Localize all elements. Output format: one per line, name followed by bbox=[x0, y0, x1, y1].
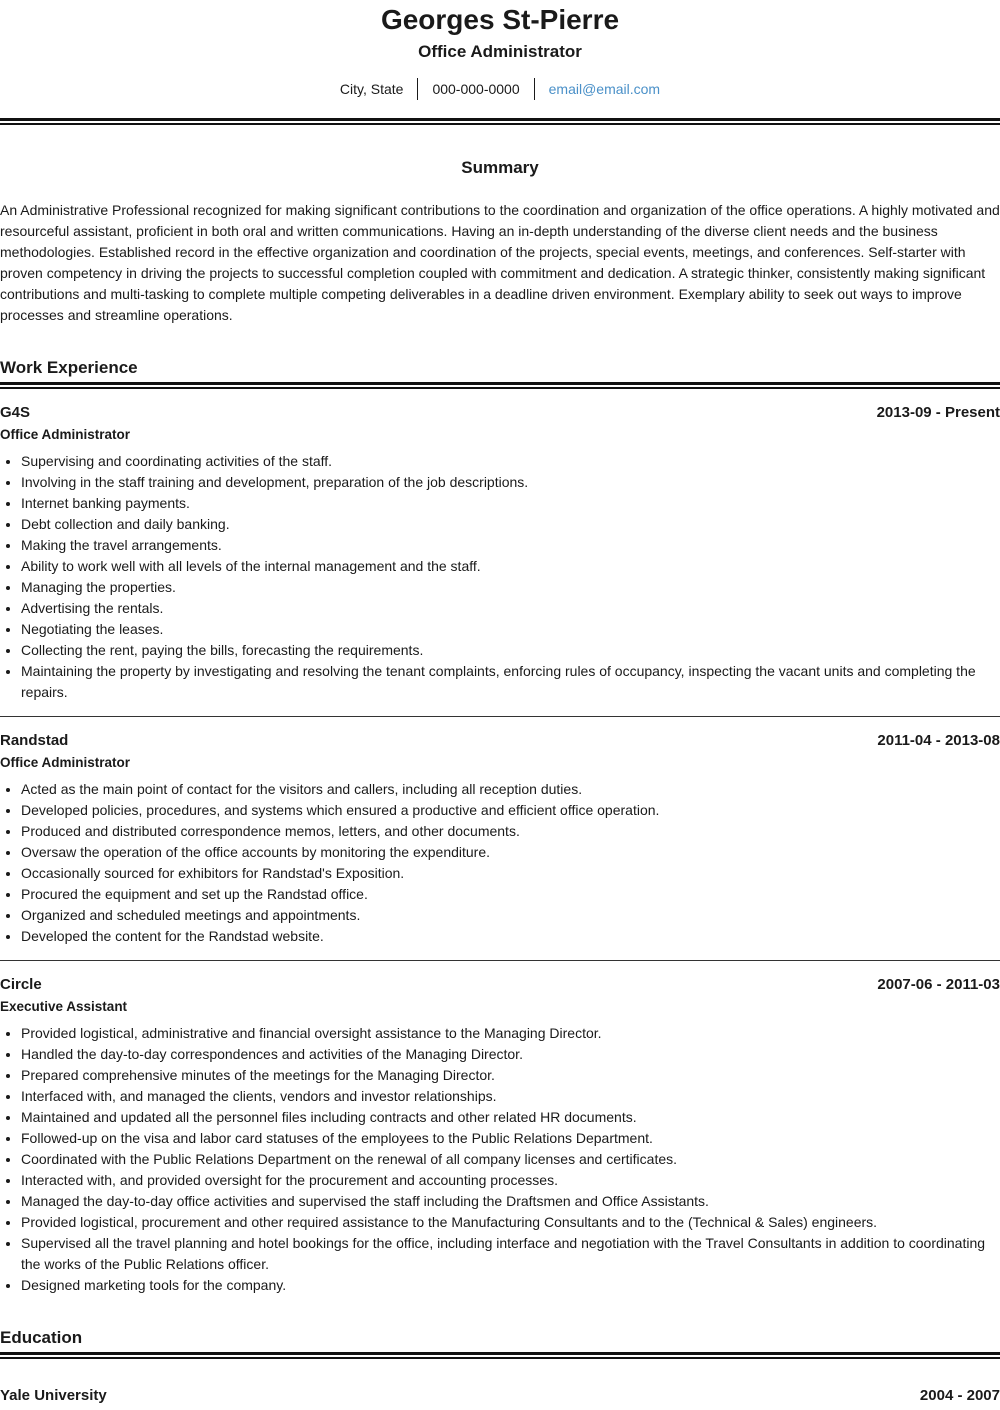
job-bullet: • Followed-up on the visa and labor card statuses of the employees to the Public Relations Department. bbox=[21, 1128, 1000, 1149]
job-bullet: • Coordinated with the Public Relations Department on the renewal of all company licenses and certificates. bbox=[21, 1149, 1000, 1170]
job-bullet: • Acted as the main point of contact for the visitors and callers, including all reception duties. bbox=[21, 779, 1000, 800]
job-header bbox=[0, 403, 1000, 423]
job-bullet: • Provided logistical, procurement and other required assistance to the Manufacturing Consultants and to the (Technical & Sales) engineers. bbox=[21, 1212, 1000, 1233]
education-school: Yale University bbox=[0, 1387, 107, 1404]
work-experience-divider bbox=[0, 382, 1000, 389]
job-dates: 2007-06 - 2011-03 bbox=[877, 976, 1000, 993]
job-company: Randstad bbox=[0, 732, 69, 749]
job-header bbox=[0, 731, 1000, 751]
job-bullets bbox=[0, 779, 1000, 947]
job-bullet: • Supervised all the travel planning and hotel bookings for the office, including interface and negotiation with the Travel Consultants in addition to coordinating the works of the Public Relations officer. bbox=[21, 1233, 1000, 1275]
job-bullet: • Maintained and updated all the personnel files including contracts and other related HR documents. bbox=[21, 1107, 1000, 1128]
education-header bbox=[0, 1386, 1000, 1406]
education-section bbox=[0, 1327, 1000, 1406]
job-bullet: • Collecting the rent, paying the bills, forecasting the requirements. bbox=[21, 640, 1000, 661]
job-bullet: • Advertising the rentals. bbox=[21, 598, 1000, 619]
education-dates: 2004 - 2007 bbox=[919, 1387, 1000, 1404]
job-role: Office Administrator bbox=[0, 755, 131, 770]
job-bullet: • Occasionally sourced for exhibitors for Randstad's Exposition. bbox=[21, 863, 1000, 884]
job-bullets bbox=[0, 451, 1000, 703]
job-company: G4S bbox=[0, 404, 31, 421]
education-divider bbox=[0, 1352, 1000, 1359]
job-company: Circle bbox=[0, 976, 42, 993]
job-bullet: • Developed the content for the Randstad website. bbox=[21, 926, 1000, 947]
work-experience-heading: Work Experience bbox=[0, 358, 138, 377]
resume-header bbox=[0, 0, 1000, 100]
contact-email-link[interactable]: email@email.com bbox=[548, 81, 661, 97]
contact-phone: 000-000-0000 bbox=[432, 81, 520, 97]
education-heading: Education bbox=[0, 1328, 83, 1347]
job-bullet: • Making the travel arrangements. bbox=[21, 535, 1000, 556]
contact-location: City, State bbox=[339, 81, 404, 97]
job-bullets bbox=[0, 1023, 1000, 1296]
job-header bbox=[0, 975, 1000, 995]
job-bullet: • Provided logistical, administrative and financial oversight assistance to the Managing Director. bbox=[21, 1023, 1000, 1044]
candidate-title: Office Administrator bbox=[418, 42, 582, 61]
job-bullet: • Involving in the staff training and development, preparation of the job descriptions. bbox=[21, 472, 1000, 493]
job-bullet: • Handled the day-to-day correspondences and activities of the Managing Director. bbox=[21, 1044, 1000, 1065]
job-bullet: • Debt collection and daily banking. bbox=[21, 514, 1000, 535]
job-bullet: • Managed the day-to-day office activities and supervised the staff including the Draftsmen and Office Assistants. bbox=[21, 1191, 1000, 1212]
job-bullet: • Negotiating the leases. bbox=[21, 619, 1000, 640]
job-bullet: • Organized and scheduled meetings and appointments. bbox=[21, 905, 1000, 926]
job-bullet: • Internet banking payments. bbox=[21, 493, 1000, 514]
summary-section bbox=[0, 157, 1000, 326]
job-bullet: • Interacted with, and provided oversight for the procurement and accounting processes. bbox=[21, 1170, 1000, 1191]
contact-line bbox=[0, 78, 1000, 100]
job-bullet: • Developed policies, procedures, and systems which ensured a productive and efficient office operation. bbox=[21, 800, 1000, 821]
candidate-name: Georges St-Pierre bbox=[380, 4, 620, 35]
job-bullet: • Interfaced with, and managed the clients, vendors and investor relationships. bbox=[21, 1086, 1000, 1107]
header-divider bbox=[0, 118, 1000, 125]
job-entry bbox=[0, 389, 1000, 717]
job-bullet: • Oversaw the operation of the office accounts by monitoring the expenditure. bbox=[21, 842, 1000, 863]
job-dates: 2013-09 - Present bbox=[876, 404, 1000, 421]
education-entry bbox=[0, 1359, 1000, 1406]
job-bullet: • Ability to work well with all levels of the internal management and the staff. bbox=[21, 556, 1000, 577]
job-dates: 2011-04 - 2013-08 bbox=[877, 732, 1000, 749]
summary-text: An Administrative Professional recognized for making significant contributions to the coordination and organization of the office operations. A highly motivated and resourceful assistant, proficient in both oral and written communications. Having an in-depth understanding of the diverse client needs and the business methodologies. Established record in the effective organization and coordination of the projects, special events, meetings, and conferences. Self-starter with proven competency in driving the projects to successful completion coupled with commitment and dedication. A strategic thinker, consistently making significant contributions and multi-tasking to complete multiple competing deliverables in a deadline driven environment. Exemplary ability to seek out ways to improve processes and streamline operations. bbox=[0, 202, 1000, 323]
job-entry bbox=[0, 961, 1000, 1296]
job-bullet: • Produced and distributed correspondence memos, letters, and other documents. bbox=[21, 821, 1000, 842]
summary-heading: Summary bbox=[461, 158, 539, 177]
job-bullet: • Maintaining the property by investigating and resolving the tenant complaints, enforcing rules of occupancy, inspecting the vacant units and completing the repairs. bbox=[21, 661, 1000, 703]
job-role: Office Administrator bbox=[0, 427, 131, 442]
work-experience-section bbox=[0, 357, 1000, 1296]
job-bullet: • Procured the equipment and set up the Randstad office. bbox=[21, 884, 1000, 905]
job-entry bbox=[0, 717, 1000, 961]
job-bullet: • Designed marketing tools for the company. bbox=[21, 1275, 1000, 1296]
job-bullet: • Supervising and coordinating activities of the staff. bbox=[21, 451, 1000, 472]
job-bullet: • Prepared comprehensive minutes of the meetings for the Managing Director. bbox=[21, 1065, 1000, 1086]
job-role: Executive Assistant bbox=[0, 999, 128, 1014]
job-bullet: • Managing the properties. bbox=[21, 577, 1000, 598]
